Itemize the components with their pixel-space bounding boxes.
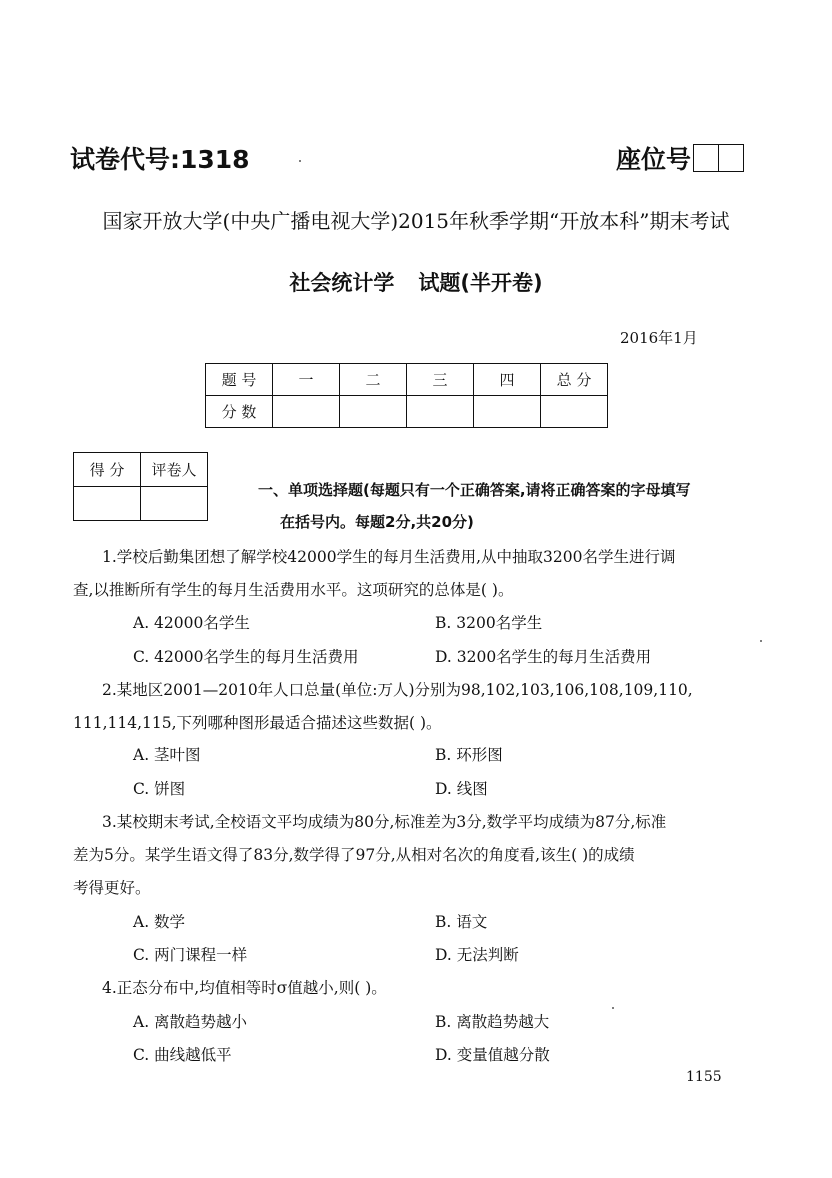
exam-date: 2016年1月 — [620, 329, 698, 347]
score-header-cell: 总 分 — [541, 364, 608, 396]
score-header-cell: 四 — [474, 364, 541, 396]
score-table — [205, 363, 608, 428]
score-header-cell: 题 号 — [206, 364, 273, 396]
question-1-option-a: A. 42000名学生 — [133, 614, 250, 632]
question-2-option-b: B. 环形图 — [435, 746, 503, 764]
question-3-option-b: B. 语文 — [435, 913, 488, 931]
question-4-line-1: 4.正态分布中,均值相等时σ值越小,则( )。 — [102, 979, 387, 997]
grader-header-score: 得 分 — [74, 453, 141, 487]
score-cell[interactable] — [273, 396, 340, 428]
question-3-option-a: A. 数学 — [133, 913, 186, 931]
score-cell[interactable] — [407, 396, 474, 428]
question-3-option-c: C. 两门课程一样 — [133, 946, 248, 964]
seat-number-boxes — [693, 144, 744, 172]
question-2-line-2: 111,114,115,下列哪种图形最适合描述这些数据( )。 — [73, 714, 442, 732]
section-heading-cont: 在括号内。每题2分,共20分) — [280, 513, 474, 531]
score-table-value-row — [206, 396, 608, 428]
score-cell[interactable] — [541, 396, 608, 428]
grader-score-cell[interactable] — [74, 487, 141, 521]
score-table-header-row — [206, 364, 608, 396]
score-header-cell: 二 — [340, 364, 407, 396]
question-4-option-b: B. 离散趋势越大 — [435, 1013, 550, 1031]
grader-table — [73, 452, 208, 521]
subject-name: 社会统计学 — [289, 271, 395, 295]
seat-number — [616, 140, 744, 176]
question-1-option-d: D. 3200名学生的每月生活费用 — [435, 648, 652, 666]
paper-type: 试题(半开卷) — [418, 271, 543, 295]
paper-code: 试卷代号:1318 — [70, 145, 250, 174]
score-header-cell: 三 — [407, 364, 474, 396]
score-header-cell: 一 — [273, 364, 340, 396]
question-3-line-2: 差为5分。某学生语文得了83分,数学得了97分,从相对名次的角度看,该生( )的成绩 — [73, 846, 635, 864]
scan-speck — [299, 160, 301, 162]
score-cell[interactable] — [474, 396, 541, 428]
question-3-option-d: D. 无法判断 — [435, 946, 519, 964]
seat-box — [693, 144, 719, 172]
seat-label: 座位号 — [616, 145, 692, 174]
question-2-option-d: D. 线图 — [435, 780, 488, 798]
question-3-line-1: 3.某校期末考试,全校语文平均成绩为80分,标准差为3分,数学平均成绩为87分,标准 — [102, 813, 667, 831]
question-2-option-c: C. 饼图 — [133, 780, 186, 798]
question-1-option-b: B. 3200名学生 — [435, 614, 543, 632]
page-number: 1155 — [686, 1069, 722, 1085]
subject-title — [0, 267, 832, 297]
seat-box — [719, 144, 744, 172]
question-2-line-1: 2.某地区2001—2010年人口总量(单位:万人)分别为98,102,103,106,108,109,110, — [102, 681, 693, 699]
question-2-option-a: A. 茎叶图 — [133, 746, 201, 764]
grader-header-grader: 评卷人 — [141, 453, 208, 487]
question-1-line-1: 1.学校后勤集团想了解学校42000学生的每月生活费用,从中抽取3200名学生进行调 — [102, 548, 676, 566]
question-1-line-2: 查,以推断所有学生的每月生活费用水平。这项研究的总体是( )。 — [73, 581, 514, 599]
question-4-option-d: D. 变量值越分散 — [435, 1046, 550, 1064]
question-1-option-c: C. 42000名学生的每月生活费用 — [133, 648, 359, 666]
grader-name-cell[interactable] — [141, 487, 208, 521]
section-heading: 一、单项选择题(每题只有一个正确答案,请将正确答案的字母填写 — [258, 481, 691, 499]
question-3-line-3: 考得更好。 — [73, 879, 151, 897]
scan-speck — [760, 640, 762, 642]
score-cell[interactable] — [340, 396, 407, 428]
question-4-option-c: C. 曲线越低平 — [133, 1046, 232, 1064]
question-4-option-a: A. 离散趋势越小 — [133, 1013, 248, 1031]
score-row-label: 分 数 — [206, 396, 273, 428]
exam-title: 国家开放大学(中央广播电视大学)2015年秋季学期“开放本科”期末考试 — [102, 209, 730, 233]
scan-speck — [612, 1007, 614, 1009]
